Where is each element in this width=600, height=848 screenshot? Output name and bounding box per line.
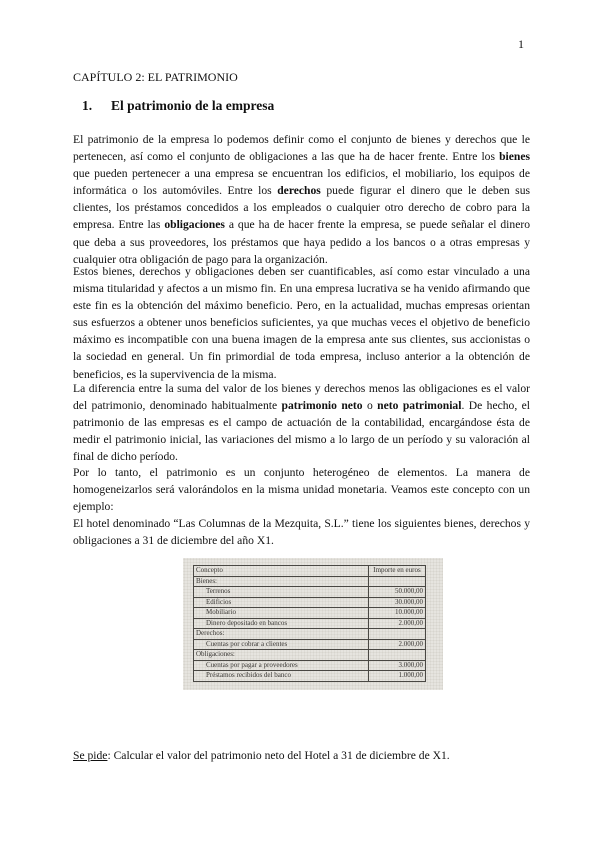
amount-cell xyxy=(369,576,426,587)
concept-cell: Mobiliario xyxy=(194,608,369,619)
concept-cell: Dinero depositado en bancos xyxy=(194,618,369,629)
text-run: El hotel denominado “Las Columnas de la Mezquita, S.L.” tiene los siguientes bienes, derechos y obligaciones a 31 de diciembre del año X1. xyxy=(73,517,530,548)
bold-term: obligaciones xyxy=(164,218,225,232)
table-row xyxy=(194,618,426,629)
concept-cell: Bienes: xyxy=(194,576,369,587)
assets-table xyxy=(193,565,426,682)
concept-cell: Terrenos xyxy=(194,587,369,598)
amount-cell: 50.000,00 xyxy=(369,587,426,598)
amount-cell: 2.000,00 xyxy=(369,639,426,650)
question-label: Se pide xyxy=(73,749,108,762)
text-run: . De hecho, el patrimonio de las empresas es el campo de actuación de la contabilidad, encargándose ésta de medir el patrimonio inicial, las variaciones del mismo a lo largo de un período y su valoración al final de dicho período. xyxy=(73,399,530,464)
text-run: La diferencia entre la suma del valor de los bienes y derechos menos las obligaciones es el valor del patrimonio, denominado habitualmente xyxy=(73,382,530,413)
paragraph xyxy=(73,263,530,383)
concept-cell: Derechos: xyxy=(194,629,369,640)
table-row xyxy=(194,660,426,671)
text-run: El patrimonio de la empresa lo podemos definir como el conjunto de bienes y derechos que le pertenecen, así como el conjunto de obligaciones a las que ha de hacer frente. Entre los xyxy=(73,133,530,164)
amount-cell: 2.000,00 xyxy=(369,618,426,629)
header-importe: Importe en euros xyxy=(369,566,426,577)
table-row xyxy=(194,671,426,682)
text-run: a que ha de hacer frente la empresa, se puede señalar el dinero que deba a sus proveedores, los préstamos que haya pedido a los bancos o a otras empresas y cualquier otra obligación de pago para la organización. xyxy=(73,218,530,266)
section-title: El patrimonio de la empresa xyxy=(111,98,275,113)
page-number: 1 xyxy=(518,37,524,51)
table-row xyxy=(194,587,426,598)
table-group-row xyxy=(194,650,426,661)
table-header-row xyxy=(194,566,426,577)
question-text: : Calcular el valor del patrimonio neto del Hotel a 31 de diciembre de X1. xyxy=(107,749,450,762)
bold-term: patrimonio neto xyxy=(281,399,363,413)
text-run: Por lo tanto, el patrimonio es un conjunto heterogéneo de elementos. La manera de homogeneizarlos será valorándolos en la misma unidad monetaria. Veamos este concepto con un ejemplo: xyxy=(73,466,530,514)
amount-cell: 30.000,00 xyxy=(369,597,426,608)
bold-term: neto patrimonial xyxy=(377,399,462,413)
header-concepto: Concepto xyxy=(194,566,369,577)
table-row xyxy=(194,608,426,619)
bold-term: bienes xyxy=(499,150,530,164)
question xyxy=(73,749,450,762)
section-heading xyxy=(82,98,274,114)
text-run: que pueden pertenecer a una empresa se encuentran los edificios, el mobiliario, los equipos de informática o los automóviles. Entre los xyxy=(73,167,530,198)
text-run: puede figurar el dinero que le deben sus clientes, los préstamos concedidos a los empleados o cualquier otro derecho de cobro para la empresa. Entre las xyxy=(73,184,530,232)
paragraph xyxy=(73,131,530,268)
scanned-table-image xyxy=(183,558,443,690)
amount-cell xyxy=(369,629,426,640)
section-number: 1. xyxy=(82,98,93,113)
paragraph xyxy=(73,464,530,515)
amount-cell: 1.000,00 xyxy=(369,671,426,682)
concept-cell: Cuentas por pagar a proveedores xyxy=(194,660,369,671)
table-row xyxy=(194,597,426,608)
text-run: o xyxy=(362,399,378,413)
table-group-row xyxy=(194,576,426,587)
table-row xyxy=(194,639,426,650)
concept-cell: Cuentas por cobrar a clientes xyxy=(194,639,369,650)
bold-term: derechos xyxy=(277,184,321,198)
paragraph xyxy=(73,515,530,549)
chapter-title: CAPÍTULO 2: EL PATRIMONIO xyxy=(73,70,238,84)
table-group-row xyxy=(194,629,426,640)
paragraph xyxy=(73,380,530,465)
concept-cell: Edificios xyxy=(194,597,369,608)
text-run: Estos bienes, derechos y obligaciones deben ser cuantificables, así como estar vinculado a una misma titularidad y afectos a un mismo fin. En una empresa lucrativa se ha venido afirmando que este fin es la obtención del máximo beneficio. Pero, en la actualidad, muchas empresas orientan sus esfuerzos a obtener unos beneficios suficientes, ya que muchas veces el objetivo de beneficio máximo es incompatible con una buena imagen de la empresa ante sus clientes, sus accionistas o la sociedad en general. Un fin primordial de toda empresa, incluso anterior a la obtención de beneficios, es la supervivencia de la misma. xyxy=(73,265,530,381)
amount-cell: 3.000,00 xyxy=(369,660,426,671)
amount-cell: 10.000,00 xyxy=(369,608,426,619)
concept-cell: Préstamos recibidos del banco xyxy=(194,671,369,682)
amount-cell xyxy=(369,650,426,661)
concept-cell: Obligaciones: xyxy=(194,650,369,661)
